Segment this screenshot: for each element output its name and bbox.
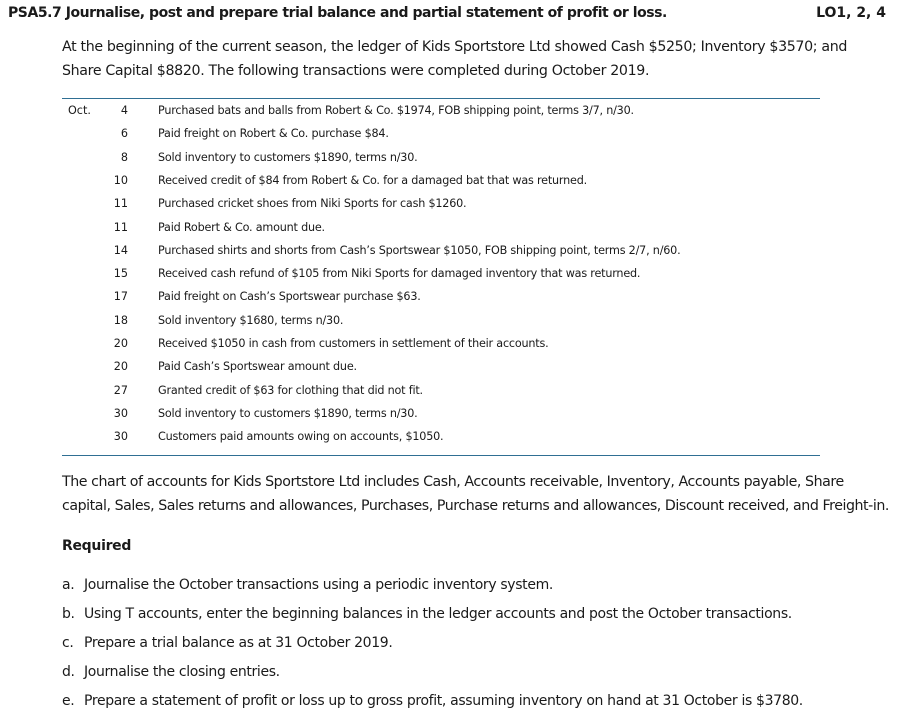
day-cell: 4	[120, 104, 128, 117]
learning-objectives: LO1, 2, 4	[816, 5, 886, 21]
description-cell: Paid freight on Robert & Co. purchase $84.	[158, 127, 389, 141]
required-item	[62, 691, 803, 711]
required-item-text: Prepare a statement of profit or loss up to gross profit, assuming inventory on hand at 31 October is $3780.	[84, 693, 803, 709]
day-cell: 6	[120, 127, 128, 141]
table-row	[62, 101, 820, 121]
day-cell: 10	[113, 173, 128, 187]
intro-paragraph: At the beginning of the current season, the ledger of Kids Sportstore Ltd showed Cash $5250; Inventory $3570; and Share Capital $8820. The following transactions were completed during October 2019.	[62, 39, 848, 79]
description-cell: Sold inventory to customers $1890, terms n/30.	[158, 150, 418, 164]
day-cell: 30	[113, 430, 128, 444]
problem-title: PSA5.7 Journalise, post and prepare trial balance and partial statement of profit or loss.	[8, 5, 667, 21]
day-cell: 20	[113, 337, 128, 350]
description-cell: Granted credit of $63 for clothing that did not fit.	[158, 383, 423, 397]
required-item-letter: d.	[62, 664, 75, 680]
description-cell: Paid Cash’s Sportswear amount due.	[158, 360, 357, 374]
day-cell: 11	[113, 197, 128, 211]
required-item-text: Journalise the October transactions using a periodic inventory system.	[84, 577, 553, 593]
description-cell: Sold inventory $1680, terms n/30.	[158, 313, 344, 327]
table-row	[62, 357, 820, 377]
required-item-letter: b.	[62, 606, 75, 622]
description-cell: Received $1050 in cash from customers in settlement of their accounts.	[158, 337, 549, 350]
problem-header	[8, 5, 886, 25]
table-row	[62, 241, 820, 261]
table-row	[62, 311, 820, 331]
table-row	[62, 264, 820, 284]
table-row	[62, 427, 820, 447]
required-item	[62, 633, 392, 653]
description-cell: Purchased cricket shoes from Niki Sports for cash $1260.	[158, 197, 467, 211]
required-item	[62, 662, 280, 682]
description-cell: Sold inventory to customers $1890, terms n/30.	[158, 406, 418, 420]
table-row	[62, 194, 820, 214]
table-row	[62, 124, 820, 144]
day-cell: 17	[113, 290, 128, 304]
table-row	[62, 334, 820, 354]
description-cell: Received credit of $84 from Robert & Co. for a damaged bat that was returned.	[158, 173, 587, 187]
table-row	[62, 171, 820, 191]
table-row	[62, 404, 820, 424]
day-cell: 18	[113, 313, 128, 327]
required-item-letter: c.	[62, 635, 74, 651]
day-cell: 27	[113, 383, 128, 397]
month-label: Oct.	[68, 104, 91, 117]
description-cell: Customers paid amounts owing on accounts, $1050.	[158, 430, 444, 444]
description-cell: Purchased bats and balls from Robert & Co. $1974, FOB shipping point, terms 3/7, n/30.	[158, 104, 634, 117]
table-row	[62, 148, 820, 168]
day-cell: 11	[113, 220, 128, 234]
transactions-table	[62, 98, 820, 456]
description-cell: Received cash refund of $105 from Niki Sports for damaged inventory that was returned.	[158, 267, 641, 281]
chart-of-accounts-paragraph: The chart of accounts for Kids Sportstore Ltd includes Cash, Accounts receivable, Inventory, Accounts payable, Share capital, Sales, Sales returns and allowances, Purchases, Purchase returns and allowances, Discount received, and Freight-in.	[62, 474, 889, 514]
description-cell: Purchased shirts and shorts from Cash’s Sportswear $1050, FOB shipping point, terms 2/7, n/60.	[158, 243, 681, 257]
required-item-text: Using T accounts, enter the beginning balances in the ledger accounts and post the October transactions.	[84, 606, 792, 622]
required-item	[62, 575, 553, 595]
day-cell: 14	[113, 243, 128, 257]
day-cell: 8	[120, 150, 128, 164]
day-cell: 30	[113, 406, 128, 420]
table-row	[62, 381, 820, 401]
required-heading: Required	[62, 538, 132, 554]
day-cell: 15	[113, 267, 128, 281]
required-item-letter: a.	[62, 577, 75, 593]
required-item-text: Journalise the closing entries.	[84, 664, 280, 680]
day-cell: 20	[113, 360, 128, 374]
required-item-letter: e.	[62, 693, 75, 709]
description-cell: Paid freight on Cash’s Sportswear purchase $63.	[158, 290, 421, 304]
table-row	[62, 287, 820, 307]
description-cell: Paid Robert & Co. amount due.	[158, 220, 325, 234]
table-row	[62, 218, 820, 238]
required-item	[62, 604, 792, 624]
required-item-text: Prepare a trial balance as at 31 October 2019.	[84, 635, 393, 651]
